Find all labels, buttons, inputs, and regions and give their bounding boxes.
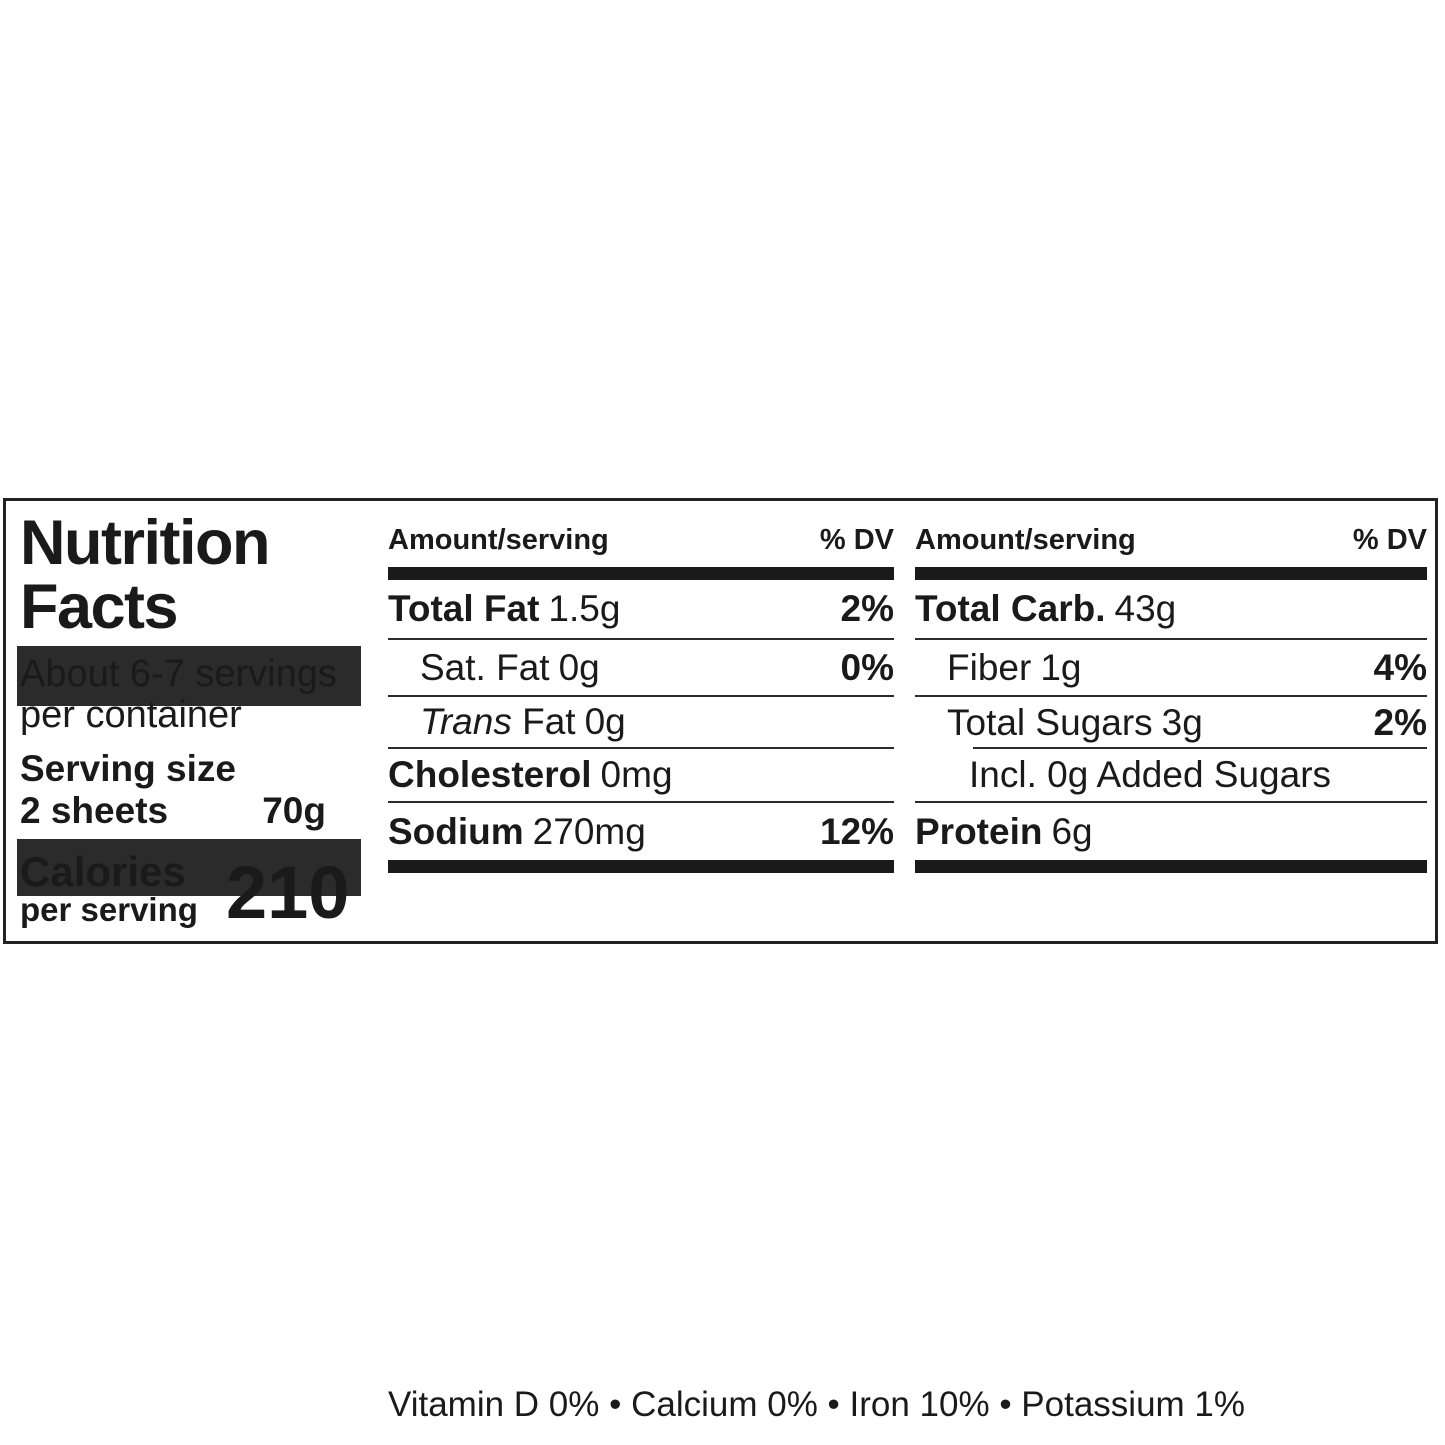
nutrient-value: 3g (1161, 702, 1203, 743)
thick-bar (388, 860, 894, 873)
row-cholesterol (388, 749, 894, 803)
nutrient-dv: 12% (819, 810, 894, 852)
amount-column-fat-sodium (388, 501, 894, 873)
title-line2: Facts (20, 572, 178, 642)
nutrient-name: Total Sugars (947, 702, 1153, 743)
nutrient-name: Sodium (388, 810, 524, 852)
vitamins-footer: Vitamin D 0% • Calcium 0% • Iron 10% • Potassium 1% (388, 1385, 1246, 1424)
nutrient-value: 1g (1040, 646, 1082, 688)
row-sodium (388, 803, 894, 860)
nutrient-name: Incl. 0g Added Sugars (969, 754, 1332, 795)
nutrient-value: 270mg (532, 810, 646, 852)
nutrient-name: Total Carb. (915, 588, 1106, 629)
nutrition-facts-title (20, 508, 269, 642)
nutrient-name: Sat. Fat (420, 646, 550, 688)
column-header (388, 501, 894, 567)
nutrient-value: 43g (1114, 588, 1177, 629)
nutrient-name: Total Fat (388, 588, 540, 629)
thick-bar (388, 567, 894, 580)
amount-serving-header: Amount/serving (388, 524, 609, 556)
percent-dv-header: % DV (1352, 524, 1427, 556)
nutrient-dv: 0% (840, 646, 894, 688)
row-total-fat (388, 580, 894, 640)
nutrient-dv: 2% (1373, 702, 1427, 743)
nutrient-value: 0g (558, 646, 600, 688)
servings-per-container (20, 654, 337, 736)
row-total-carb (915, 580, 1427, 640)
amount-serving-header: Amount/serving (915, 524, 1136, 556)
nutrient-name: Cholesterol (388, 754, 592, 795)
percent-dv-header: % DV (819, 524, 894, 556)
serving-size-grams: 70g (262, 790, 326, 831)
nutrient-value: 0mg (600, 754, 673, 795)
serving-size-value: 2 sheets (20, 790, 169, 831)
nutrient-name: Fiber (947, 646, 1032, 688)
serving-size-label: Serving size (20, 748, 236, 789)
servings-line2: per container (20, 694, 242, 736)
nutrient-name: Trans Fat (420, 701, 576, 742)
servings-line1: About 6-7 servings (20, 653, 337, 695)
nutrient-dv: 4% (1373, 646, 1427, 688)
thick-bar (915, 567, 1427, 580)
nutrient-value: 6g (1051, 810, 1093, 852)
row-trans-fat (388, 697, 894, 749)
nutrition-facts-panel (3, 498, 1438, 1424)
calories-value: 210 (226, 851, 350, 934)
title-line1: Nutrition (20, 508, 269, 578)
amount-column-carb-protein (915, 501, 1427, 873)
nutrient-value: 1.5g (548, 588, 621, 629)
calories-label: Calories (20, 848, 186, 895)
nutrient-name: Protein (915, 810, 1043, 852)
row-added-sugars (915, 749, 1427, 803)
serving-size-row (20, 791, 326, 831)
row-total-sugars (915, 697, 1427, 749)
row-sat-fat (388, 640, 894, 697)
nutrient-dv: 2% (840, 588, 894, 629)
column-header (915, 501, 1427, 567)
nutrient-value: 0g (584, 701, 626, 742)
row-fiber (915, 640, 1427, 697)
thick-bar (915, 860, 1427, 873)
calories-sublabel: per serving (20, 891, 198, 928)
row-protein (915, 803, 1427, 860)
